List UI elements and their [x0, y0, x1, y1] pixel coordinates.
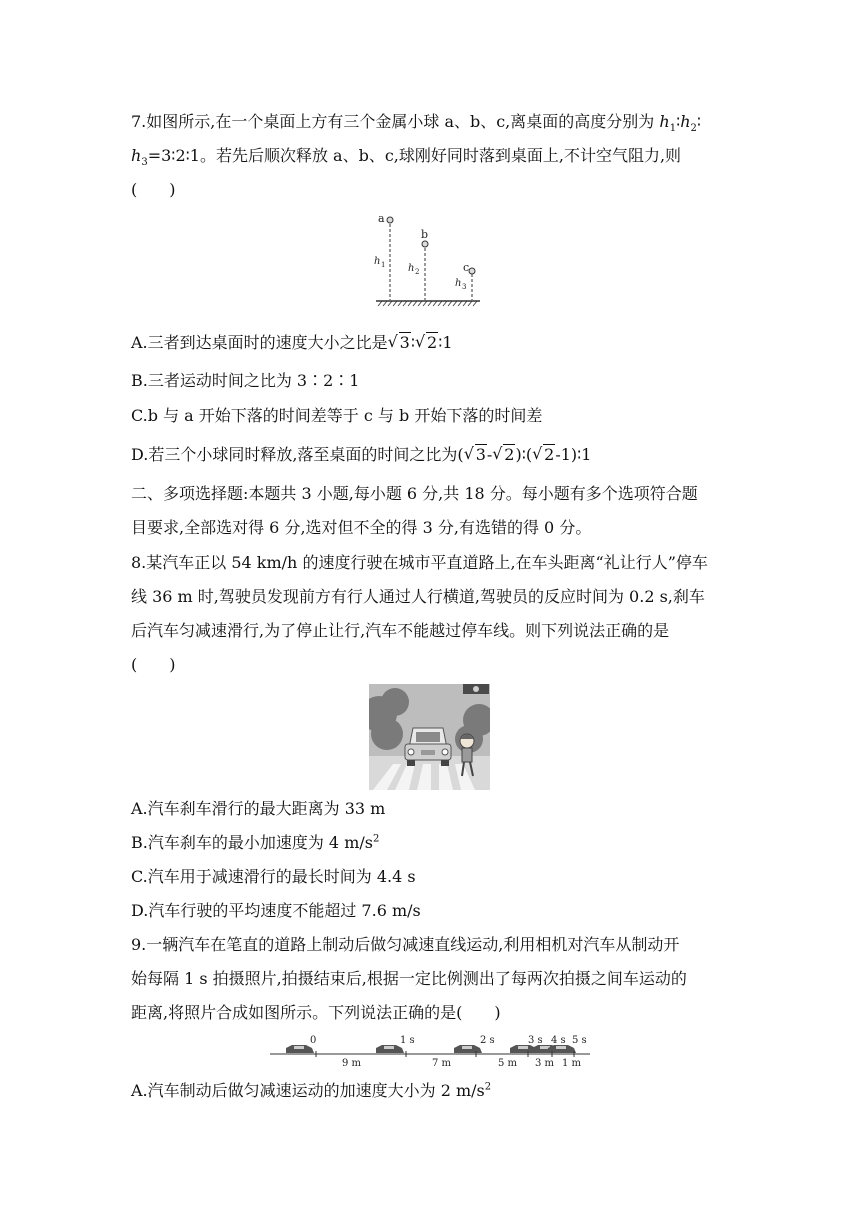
h2-label: h — [408, 263, 415, 274]
q7-stem-text2: =3∶2∶1。若先后顺次释放 a、b、c,球刚好同时落到桌面上,不计空气阻力,则 — [147, 146, 682, 165]
option-a-text: A.三者到达桌面时的速度大小之比是 — [131, 333, 388, 352]
ball-b — [422, 241, 428, 247]
sqrt-2 — [415, 333, 438, 353]
h3-label-sub: 3 — [462, 283, 467, 291]
section2-line1: 二、多项选择题:本题共 3 小题,每小题 6 分,共 18 分。每小题有多个选项符合题 — [131, 484, 698, 503]
h2-var: h — [680, 112, 691, 131]
time-label-2: 2 s — [480, 1035, 495, 1046]
q8-stem-line2: 线 36 m 时,驾驶员发现前方有行人通过人行横道,驾驶员的反应时间为 0.2 s,刹车 — [131, 587, 705, 606]
section2-line2: 目要求,全部选对得 6 分,选对但不全的得 3 分,有选错的得 0 分。 — [131, 518, 592, 537]
radicand: 2 — [427, 333, 438, 352]
q7-answer-paren: ( ) — [131, 180, 176, 199]
time-label-1: 1 s — [400, 1035, 415, 1046]
ratio-end: ∶1 — [438, 333, 453, 352]
q9-car-timeline-figure — [270, 1032, 590, 1072]
minus: - — [486, 445, 493, 464]
sqrt-3 — [464, 445, 487, 465]
car-icon — [286, 1045, 314, 1053]
q9-stem-line1: 9.一辆汽车在笔直的道路上制动后做匀减速直线运动,利用相机对汽车从制动开 — [131, 935, 680, 954]
time-label-4: 4 s — [551, 1035, 566, 1046]
h1-label: h — [374, 256, 381, 267]
h1-var: h — [659, 112, 670, 131]
q7-stem-text: 7.如图所示,在一个桌面上方有三个金属小球 a、b、c,离桌面的高度分别为 — [131, 112, 655, 131]
ratio-end: -1)∶1 — [555, 445, 592, 464]
q9-stem-line2: 始每隔 1 s 拍摄照片,拍摄结束后,根据一定比例测出了每两次拍摄之间车运动的 — [131, 969, 687, 988]
q8-option-a: A.汽车刹车滑行的最大距离为 33 m — [131, 799, 386, 818]
radicand: 3 — [475, 445, 486, 464]
q7-stem-line2 — [131, 146, 682, 169]
h3-var: h — [131, 146, 142, 165]
dist-label-2: 5 m — [498, 1058, 518, 1069]
sqrt-3 — [388, 333, 411, 353]
q9-option-a — [131, 1081, 491, 1101]
superscript: 2 — [484, 1081, 492, 1093]
q8-option-b — [131, 833, 379, 853]
q8-option-c: C.汽车用于减速滑行的最长时间为 4.4 s — [131, 867, 416, 886]
h3-sub: 3 — [141, 157, 148, 169]
car-positions — [286, 1045, 576, 1053]
q7-option-a — [131, 333, 453, 353]
dist-label-3: 3 m — [535, 1058, 555, 1069]
q7-balls-figure — [368, 208, 488, 308]
ball-c-label: c — [463, 261, 470, 274]
colon: ∶ — [696, 112, 702, 131]
sqrt-2 — [492, 445, 515, 465]
h3-label: h — [455, 278, 462, 289]
car-icon — [454, 1045, 482, 1053]
option-d-text: D.若三个小球同时释放,落至桌面的时间之比为( — [131, 445, 464, 464]
dist-label-4: 1 m — [562, 1058, 582, 1069]
h1-label-sub: 1 — [381, 261, 386, 269]
q8-stem-line3: 后汽车匀减速滑行,为了停止让行,汽车不能越过停车线。则下列说法正确的是 — [131, 621, 670, 640]
q7-option-d — [131, 445, 591, 465]
option-a-text: A.汽车制动后做匀减速运动的加速度大小为 2 m/s — [131, 1081, 485, 1100]
q7-option-b: B.三者运动时间之比为 3∶2∶1 — [131, 371, 360, 390]
q8-stem-line1: 8.某汽车正以 54 km/h 的速度行驶在城市平直道路上,在车头距离“礼让行人”停车 — [131, 553, 708, 572]
ball-a — [387, 217, 393, 223]
ratio-sep: ∶ — [410, 333, 416, 352]
dist-label-1: 7 m — [432, 1058, 452, 1069]
radicand: 2 — [544, 445, 555, 464]
car — [405, 728, 451, 766]
ball-b-label: b — [421, 228, 429, 241]
car-icon — [376, 1045, 404, 1053]
ratio-mid: )∶( — [515, 445, 533, 464]
radicand: 3 — [399, 333, 410, 352]
ball-a-label: a — [378, 212, 385, 225]
time-label-5: 5 s — [572, 1035, 587, 1046]
q8-option-d: D.汽车行驶的平均速度不能超过 7.6 m/s — [131, 901, 421, 920]
time-label-3: 3 s — [528, 1035, 543, 1046]
time-label-0: 0 — [310, 1035, 317, 1046]
traffic-sign-light-icon — [473, 686, 479, 692]
dist-label-0: 9 m — [342, 1058, 362, 1069]
ball-c — [469, 268, 475, 274]
q9-stem-line3: 距离,将照片合成如图所示。下列说法正确的是( ) — [131, 1003, 501, 1022]
radicand: 2 — [504, 445, 515, 464]
table-hatching — [378, 301, 477, 306]
option-b-text: B.汽车刹车的最小加速度为 4 m/s — [131, 833, 373, 852]
h2-label-sub: 2 — [415, 268, 420, 276]
superscript: 2 — [372, 833, 380, 845]
q7-stem-line1 — [131, 112, 702, 135]
h1-sub: 1 — [669, 123, 677, 135]
q7-option-c: C.b 与 a 开始下落的时间差等于 c 与 b 开始下落的时间差 — [131, 406, 543, 425]
colon: ∶ — [676, 112, 681, 131]
sqrt-2b — [532, 445, 555, 465]
h2-sub: 2 — [690, 123, 697, 135]
q8-answer-paren: ( ) — [131, 655, 176, 674]
q8-crossing-illustration — [369, 684, 490, 790]
